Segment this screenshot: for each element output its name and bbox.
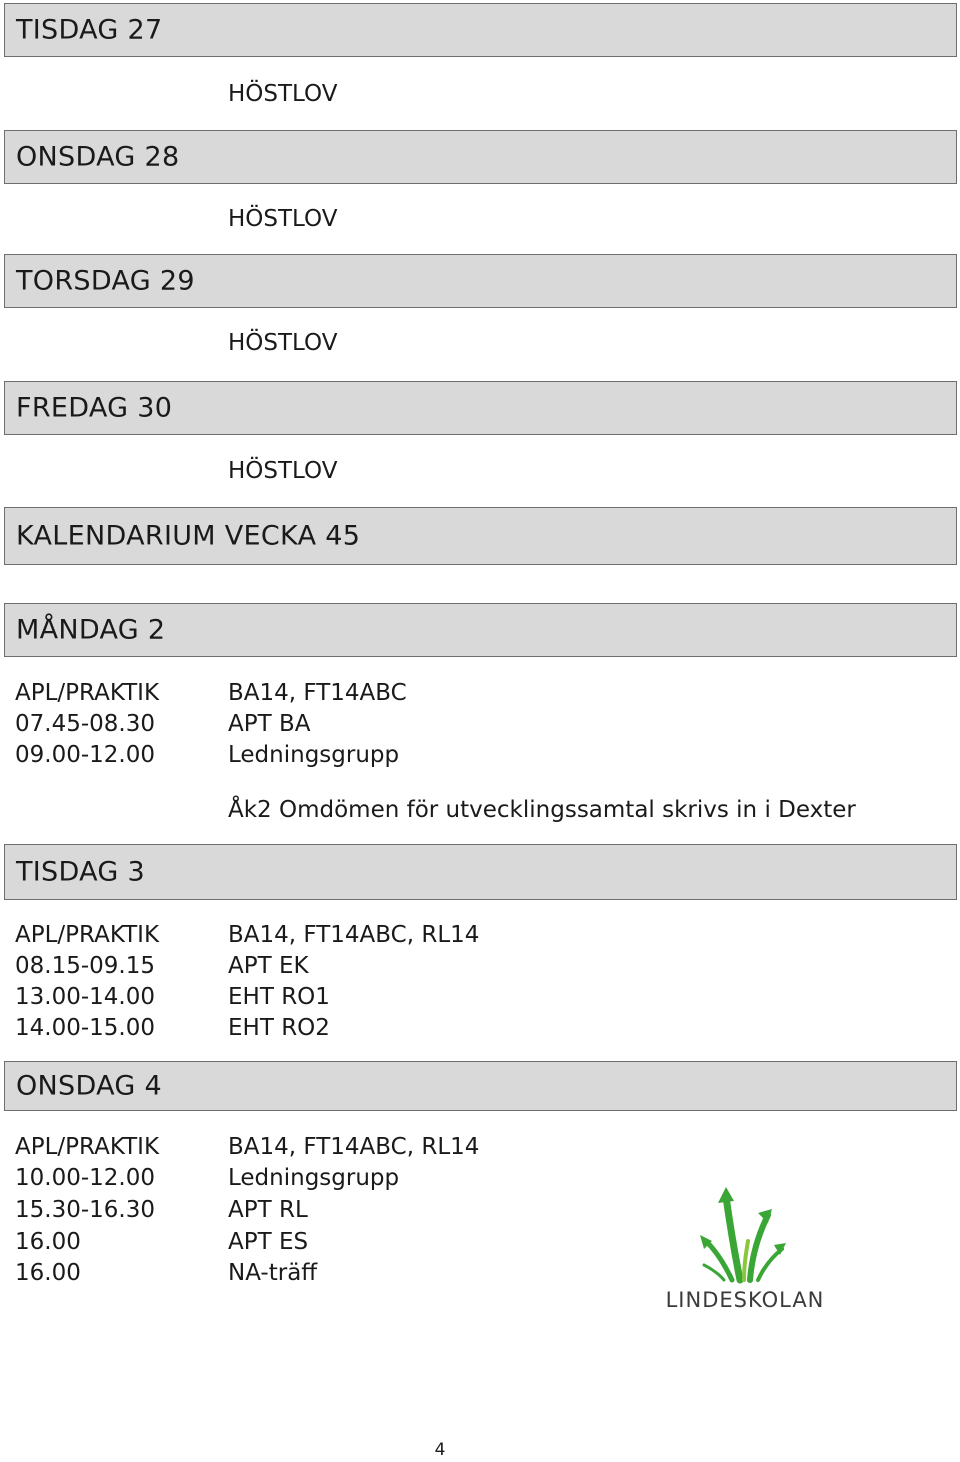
week-title: KALENDARIUM VECKA 45 — [16, 520, 361, 552]
row-text: BA14, FT14ABC, RL14 — [228, 1134, 480, 1160]
day-header-fredag-30 — [4, 381, 957, 435]
holiday-label: HÖSTLOV — [228, 81, 338, 107]
day-header-onsdag-4 — [4, 1061, 957, 1111]
day-title: TISDAG 27 — [16, 14, 163, 46]
row-text: EHT RO1 — [228, 984, 330, 1010]
row-text: APT EK — [228, 953, 309, 979]
row-time: APL/PRAKTIK — [15, 680, 160, 706]
row-text: EHT RO2 — [228, 1015, 330, 1041]
day-header-mandag-2 — [4, 603, 957, 657]
row-text: BA14, FT14ABC, RL14 — [228, 922, 480, 948]
day-title: TISDAG 3 — [16, 856, 145, 888]
row-time: 08.15-09.15 — [15, 953, 155, 979]
day-title: FREDAG 30 — [16, 392, 173, 424]
holiday-label: HÖSTLOV — [228, 206, 338, 232]
logo-wordmark: LINDESKOLAN — [665, 1288, 825, 1312]
row-text: NA-träff — [228, 1260, 318, 1286]
day-title: ONSDAG 28 — [16, 141, 180, 173]
day-title: ONSDAG 4 — [16, 1070, 162, 1102]
note-text: Åk2 Omdömen för utvecklingssamtal skrivs in i Dexter — [228, 797, 856, 823]
row-time: 15.30-16.30 — [15, 1197, 155, 1223]
day-header-torsdag-29 — [4, 254, 957, 308]
row-time: 09.00-12.00 — [15, 742, 155, 768]
row-time: 13.00-14.00 — [15, 984, 155, 1010]
day-title: MÅNDAG 2 — [16, 614, 166, 646]
day-header-tisdag-3 — [4, 844, 957, 900]
row-text: BA14, FT14ABC — [228, 680, 407, 706]
row-time: 07.45-08.30 — [15, 711, 155, 737]
row-text: APT ES — [228, 1229, 309, 1255]
holiday-label: HÖSTLOV — [228, 458, 338, 484]
row-text: Ledningsgrupp — [228, 1165, 400, 1191]
row-time: 16.00 — [15, 1260, 81, 1286]
row-text: APT RL — [228, 1197, 308, 1223]
grass-sprouts-logo-icon — [660, 1185, 830, 1285]
row-time: APL/PRAKTIK — [15, 1134, 160, 1160]
day-title: TORSDAG 29 — [16, 265, 195, 297]
week-header-vecka-45 — [4, 507, 957, 565]
page-number: 4 — [434, 1440, 446, 1460]
row-time: 10.00-12.00 — [15, 1165, 155, 1191]
day-header-onsdag-28 — [4, 130, 957, 184]
row-text: Ledningsgrupp — [228, 742, 400, 768]
day-header-tisdag-27 — [4, 3, 957, 57]
row-time: 14.00-15.00 — [15, 1015, 155, 1041]
holiday-label: HÖSTLOV — [228, 330, 338, 356]
row-time: APL/PRAKTIK — [15, 922, 160, 948]
school-logo — [660, 1185, 830, 1320]
row-text: APT BA — [228, 711, 311, 737]
row-time: 16.00 — [15, 1229, 81, 1255]
